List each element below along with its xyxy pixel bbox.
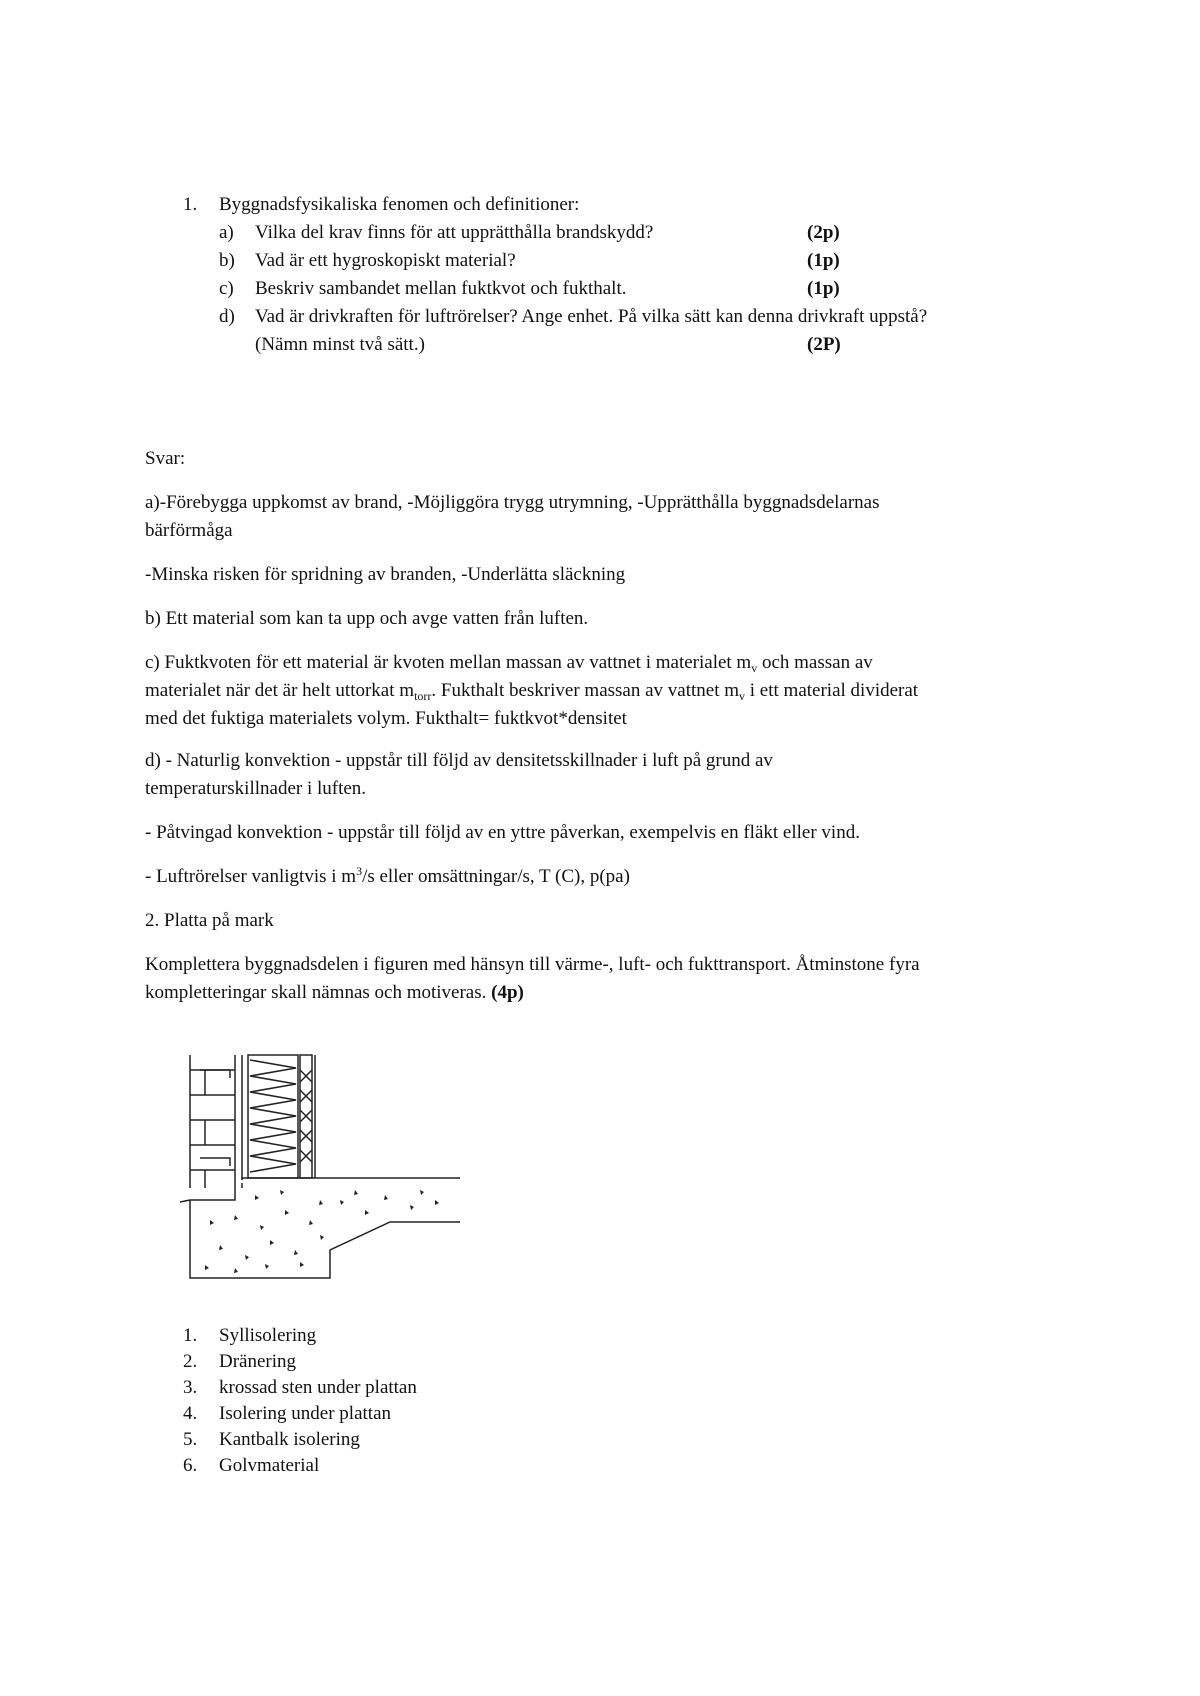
answer-a-line-2: bärförmåga <box>145 520 233 541</box>
inner-board-hatch <box>300 1070 312 1162</box>
slab-top-line <box>242 1178 460 1180</box>
question-2-text-line-1: Komplettera byggnadsdelen i figuren med hänsyn till värme-, luft- och fukttransport. Åtminstone fyra <box>145 954 920 975</box>
item-a-letter: a) <box>219 222 234 243</box>
question-1-title: Byggnadsfysikaliska fenomen och definitioner: <box>219 194 580 215</box>
slab-bottom-line <box>190 1200 460 1278</box>
item-a-points: (2p) <box>807 222 840 243</box>
slab-on-ground-figure <box>180 1050 470 1290</box>
item-d-text: Vad är drivkraften för luftrörelser? Ange enhet. På vilka sätt kan denna drivkraft uppstå? <box>255 306 928 327</box>
item-c-letter: c) <box>219 278 234 299</box>
question-2-text-line-2: kompletteringar skall nämnas och motiveras. (4p) <box>145 982 524 1003</box>
concrete-aggregate <box>205 1190 439 1273</box>
answer-a-extra: -Minska risken för spridning av branden, -Underlätta släckning <box>145 564 626 585</box>
item-d-text-2: (Nämn minst två sätt.) <box>255 334 425 355</box>
answer-c-line-2: materialet när det är helt uttorkat $m_{torr}$. Fukthalt beskriver massan av vattnet $m_v$ i ett material dividerat <box>145 680 919 703</box>
wall-tie-bottom <box>200 1158 230 1166</box>
answer-d-line-2: temperaturskillnader i luften. <box>145 778 367 799</box>
item-c-text: Beskriv sambandet mellan fuktkvot och fukthalt. <box>255 278 627 299</box>
answer-d-line-1: d) - Naturlig konvektion - uppstår till följd av densitetsskillnader i luft på grund av <box>145 750 773 771</box>
ground-line <box>190 1185 235 1200</box>
answer-b: b) Ett material som kan ta upp och avge vatten från luften. <box>145 608 589 629</box>
answer-c-line-1: c) Fuktkvoten för ett material är kvoten mellan massan av vattnet i materialet $m_v$ och massan av <box>145 652 873 675</box>
item-d-points: (2P) <box>807 334 841 355</box>
question-1-number: 1. <box>183 194 198 215</box>
item-b-letter: b) <box>219 250 235 271</box>
item-a-text: Vilka del krav finns för att upprätthålla brandskydd? <box>255 222 654 243</box>
answer-d-forced: - Påtvingad konvektion - uppstår till följd av en yttre påverkan, exempelvis en fläkt eller vind. <box>145 822 860 843</box>
question-2-title: 2. Platta på mark <box>145 910 274 931</box>
item-c-points: (1p) <box>807 278 840 299</box>
answer-a-line-1: a)-Förebygga uppkomst av brand, -Möjliggöra trygg utrymning, -Upprätthålla byggnadsdelarnas <box>145 492 880 513</box>
item-b-text: Vad är ett hygroskopiskt material? <box>255 250 516 271</box>
answer-d-units: - Luftrörelser vanligtvis i $m^3/s$ eller omsättningar/s, T (C), p(pa) <box>145 864 630 887</box>
answer-heading: Svar: <box>145 448 186 469</box>
brick-courses <box>190 1070 235 1188</box>
answer-c-line-3: med det fuktiga materialets volym. Fukthalt= fuktkvot*densitet <box>145 708 627 729</box>
insulation-zigzag <box>250 1060 296 1172</box>
item-b-points: (1p) <box>807 250 840 271</box>
item-d-letter: d) <box>219 306 235 327</box>
